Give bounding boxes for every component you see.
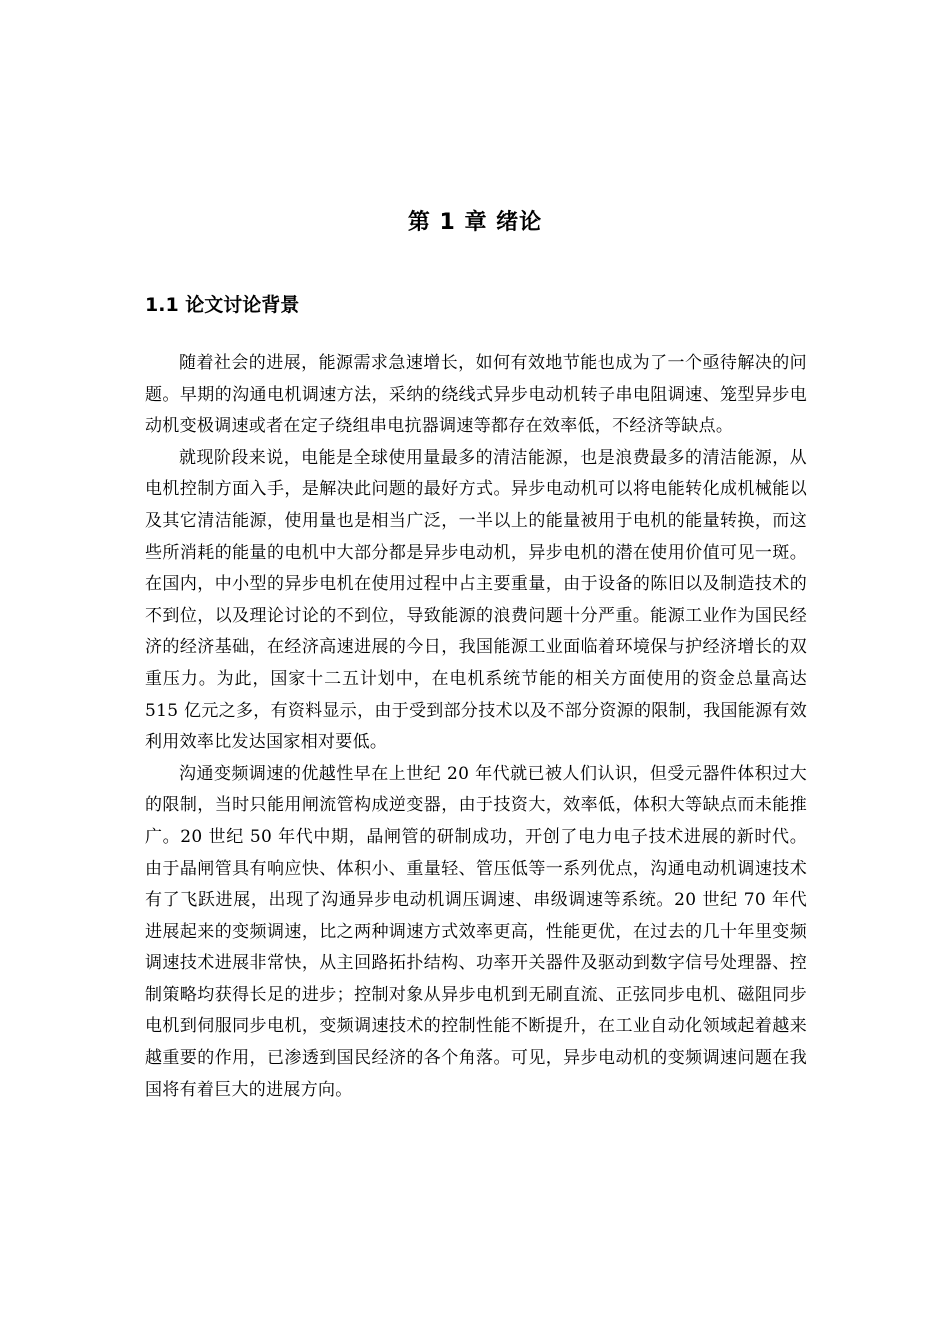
paragraph-1: 随着社会的进展，能源需求急速增长，如何有效地节能也成为了一个亟待解决的问题。早期的沟通电机调速方法，采纳的绕线式异步电动机转子串电阻调速、笼型异步电动机变极调速或者在定子绕组串电抗器调速等都存在效率低，不经济等缺点。 <box>145 353 807 437</box>
chapter-title: 第 1 章 绪论 <box>407 210 543 235</box>
paragraph-2: 就现阶段来说，电能是全球使用量最多的清洁能源，也是浪费最多的清洁能源，从电机控制方面入手，是解决此问题的最好方式。异步电动机可以将电能转化成机械能以及其它清洁能源，使用量也是相当广泛，一半以上的能量被用于电机的能量转换，而这些所消耗的能量的电机中大部分都是异步电动机，异步电机的潜在使用价值可见一斑。在国内，中小型的异步电机在使用过程中占主要重量，由于设备的陈旧以及制造技术的不到位，以及理论讨论的不到位，导致能源的浪费问题十分严重。能源工业作为国民经济的经济基础，在经济高速进展的今日，我国能源工业面临着环境保与护经济增长的双重压力。为此，国家十二五计划中，在电机系统节能的相关方面使用的资金总量高达 515 亿元之多，有资料显示，由于受到部分技术以及不部分资源的限制，我国能源有效利用效率比发达国家相对要低。 <box>145 447 807 753</box>
section-title: 1.1 论文讨论背景 <box>145 294 300 316</box>
paragraph-3: 沟通变频调速的优越性早在上世纪 20 年代就已被人们认识，但受元器件体积过大的限制，当时只能用闸流管构成逆变器，由于技资大，效率低，体积大等缺点而未能推广。20 世纪 50 年代中期，晶闸管的研制成功，开创了电力电子技术进展的新时代。由于晶闸管具有响应快、体积小、重量轻、管压低等一系列优点，沟通电动机调速技术有了飞跃进展，出现了沟通异步电动机调压调速、串级调速等系统。20 世纪 70 年代进展起来的变频调速，比之两种调速方式效率更高，性能更优，在过去的几十年里变频调速技术进展非常快，从主回路拓扑结构、功率开关器件及驱动到数字信号处理器、控制策略均获得长足的进步；控制对象从异步电机到无刷直流、正弦同步电机、磁阻同步电机到伺服同步电机，变频调速技术的控制性能不断提升，在工业自动化领域起着越来越重要的作用，已渗透到国民经济的各个角落。可见，异步电动机的变频调速问题在我国将有着巨大的进展方向。 <box>145 763 807 1100</box>
body-text <box>145 348 807 1106</box>
